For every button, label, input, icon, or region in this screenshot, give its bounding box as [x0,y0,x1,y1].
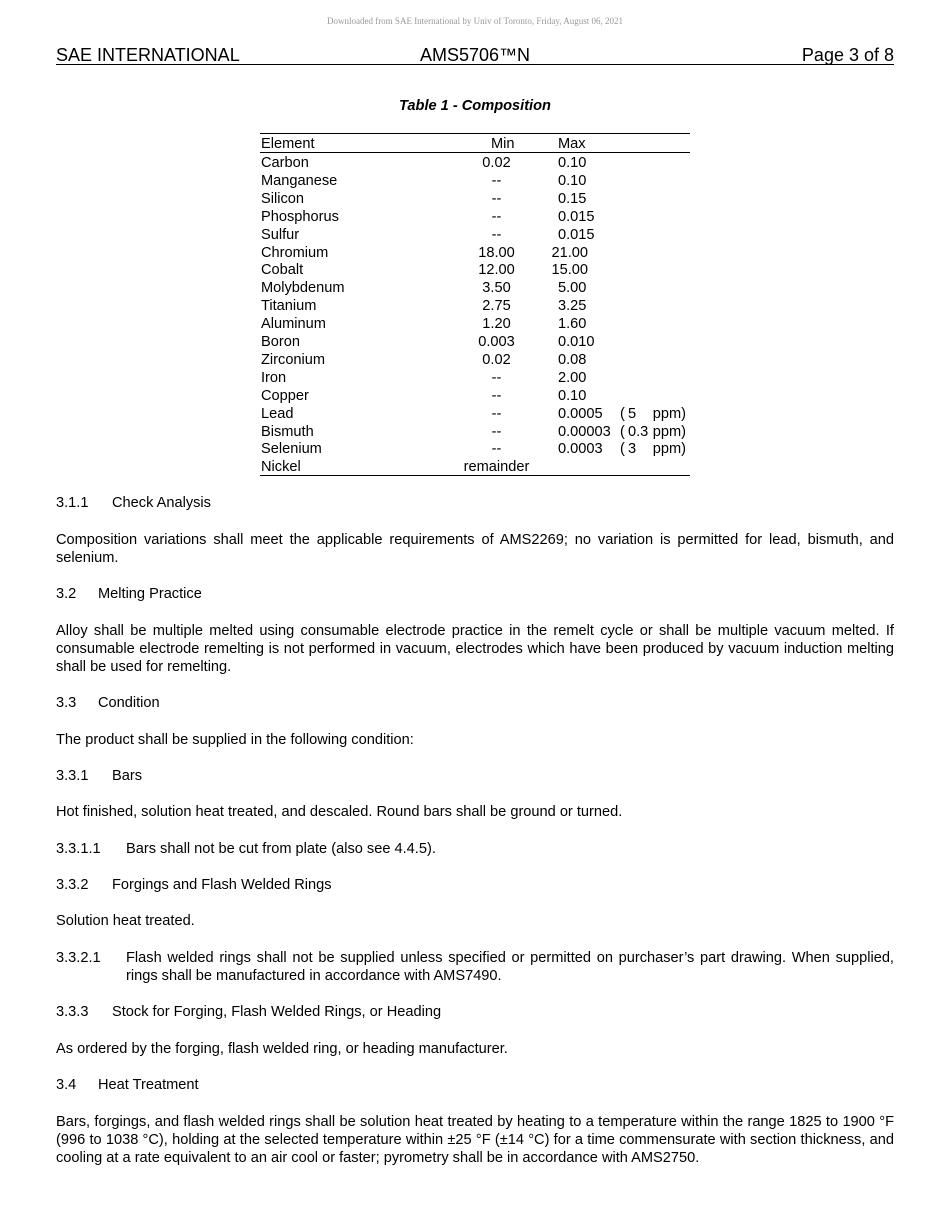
ppm-value: 0.3 [628,423,649,440]
section-title: Melting Practice [98,586,202,602]
ppm-value: 5 [628,405,637,422]
section-title: Condition [98,695,160,711]
cell-max: 0.10 [558,387,587,404]
section-heading-3-3 [56,694,894,712]
cell-element: Carbon [261,155,309,171]
paragraph-3-1-1: Composition variations shall meet the applicable requirements of AMS2269; no variation is permitted for lead, bismuth, and selenium. [56,532,894,566]
cell-element: Bismuth [261,423,314,440]
cell-element: Cobalt [261,262,304,279]
ppm-open: ( [620,423,625,440]
cell-max: 0.010 [558,334,595,350]
ppm-open: ( [620,441,625,458]
cell-min: 0.003 [478,334,515,350]
section-number: 3.3.2 [56,877,89,893]
cell-element: Zirconium [261,351,326,368]
table-header-rule [260,152,690,153]
table-row [0,297,950,315]
table-row [0,387,950,405]
section-heading-3-3-1 [56,767,894,785]
paragraph-3-3-1: Hot finished, solution heat treated, and descaled. Round bars shall be ground or turned. [56,804,623,820]
cell-element: Lead [261,405,294,422]
download-notice: Downloaded from SAE International by Univ of Toronto, Friday, August 06, 2021 [326,16,624,26]
cell-element: Chromium [261,244,329,261]
table-row [0,279,950,297]
cell-min: 3.50 [482,280,511,297]
section-heading-3-1-1 [56,494,894,512]
ppm-open: ( [620,405,625,422]
table-row [0,351,950,369]
section-number: 3.3.1 [56,768,89,784]
table-row [0,261,950,279]
cell-max: 3.25 [558,298,587,315]
cell-min: -- [491,423,502,440]
cell-min: -- [491,190,502,207]
section-title: Heat Treatment [98,1077,199,1093]
paragraph-3-3-2-1 [56,949,894,985]
header-org: SAE INTERNATIONAL [56,45,240,65]
section-heading-3-3-3 [56,1003,894,1021]
cell-element: Aluminum [261,316,326,333]
cell-element: Selenium [261,441,322,458]
cell-max: 0.015 [558,226,595,243]
cell-min: -- [491,387,502,404]
paragraph-3-3: The product shall be supplied in the following condition: [56,732,414,748]
cell-max: 0.015 [558,208,595,225]
table-row [0,458,950,476]
cell-max: 0.10 [558,172,587,189]
paragraph-3-3-2: Solution heat treated. [56,913,195,929]
header-rule [56,64,894,65]
cell-min: -- [491,208,502,225]
ppm-value: 3 [628,441,637,458]
table-row [0,423,950,441]
header-page-number: Page 3 of 8 [801,45,894,65]
cell-min: 18.00 [478,244,515,261]
cell-min: -- [491,172,502,189]
table-title: Table 1 - Composition [399,98,551,114]
cell-max: 15.00 [551,262,588,279]
cell-max: 1.60 [558,316,587,333]
cell-element: Phosphorus [261,208,339,225]
table-row [0,208,950,226]
cell-element: Silicon [261,190,304,207]
cell-max: 0.00003 [558,423,611,440]
table-row [0,226,950,244]
paragraph-text: Flash welded rings shall not be supplied unless specified or permitted on purchaser’s part drawing. When supplied, rings shall be manufactured in accordance with AMS7490. [126,950,894,984]
cell-min: 1.20 [482,316,511,333]
cell-element: Iron [261,369,287,386]
table-top-rule [260,133,690,134]
col-header-element: Element [261,136,315,152]
section-number: 3.4 [56,1077,77,1093]
table-row [0,405,950,423]
table-header-row [0,135,950,153]
cell-max: 0.10 [558,155,587,171]
cell-max: 0.15 [558,190,587,207]
header-doc-number: AMS5706™N [419,45,531,65]
ppm-unit: ppm) [652,441,686,458]
section-title: Check Analysis [112,495,211,511]
cell-min: 0.02 [482,351,511,368]
cell-min: 2.75 [482,298,511,315]
table-row [0,172,950,190]
section-heading-3-4 [56,1076,894,1094]
table-row [0,190,950,208]
table-row [0,440,950,458]
paragraph-3-2: Alloy shall be multiple melted using consumable electrode practice in the remelt cycle or shall be multiple vacuum melted. If consumable electrode remelting is not performed in vacuum, electrodes which have been produced by vacuum induction melting shall be used for remelting. [56,623,894,675]
section-number: 3.3.1.1 [56,841,101,857]
paragraph-3-3-3: As ordered by the forging, flash welded ring, or heading manufacturer. [56,1041,508,1057]
section-number: 3.3.3 [56,1004,89,1020]
cell-max: 0.0003 [558,441,603,458]
cell-max: 2.00 [558,369,587,386]
section-number: 3.3 [56,695,77,711]
section-title: Forgings and Flash Welded Rings [112,877,332,893]
paragraph-3-4: Bars, forgings, and flash welded rings shall be solution heat treated by heating to a temperature within the range 1825 to 1900 °F (996 to 1038 °C), holding at the selected temperature within ±25 °F (±14 °C) for a time commensurate with section thickness, and cooling at a rate equivalent to an air cool or faster; pyrometry shall be in accordance with AMS2750. [56,1114,894,1166]
section-title: Bars [112,768,143,784]
cell-max: 21.00 [551,244,588,261]
paragraph-text: Bars shall not be cut from plate (also see 4.4.5). [126,841,436,857]
table-row [0,369,950,387]
cell-min: -- [491,226,502,243]
section-number: 3.3.2.1 [56,950,101,966]
table-row [0,154,950,172]
cell-element: Manganese [261,172,338,189]
col-header-min: Min [491,136,515,152]
cell-max: 5.00 [558,280,587,297]
cell-max: 0.08 [558,351,587,368]
cell-min: -- [491,369,502,386]
cell-element: Sulfur [261,226,300,243]
ppm-unit: ppm) [652,423,686,440]
section-title: Stock for Forging, Flash Welded Rings, or Heading [112,1004,442,1020]
cell-element: Molybdenum [261,280,345,297]
table-bottom-rule [260,475,690,476]
table-row [0,315,950,333]
paragraph-3-3-1-1 [56,840,894,858]
cell-min: remainder [463,459,530,476]
table-row [0,244,950,262]
ppm-unit: ppm) [652,405,686,422]
cell-element: Titanium [261,298,317,315]
cell-element: Boron [261,334,300,350]
section-number: 3.1.1 [56,495,89,511]
cell-min: 0.02 [482,155,511,171]
cell-element: Copper [261,387,309,404]
cell-min: -- [491,441,502,458]
section-number: 3.2 [56,586,77,602]
table-row [0,333,950,351]
cell-element: Nickel [261,459,301,476]
section-heading-3-2 [56,585,894,603]
col-header-max: Max [558,136,586,152]
section-heading-3-3-2 [56,876,894,894]
cell-min: -- [491,405,502,422]
cell-max: 0.0005 [558,405,603,422]
cell-min: 12.00 [478,262,515,279]
